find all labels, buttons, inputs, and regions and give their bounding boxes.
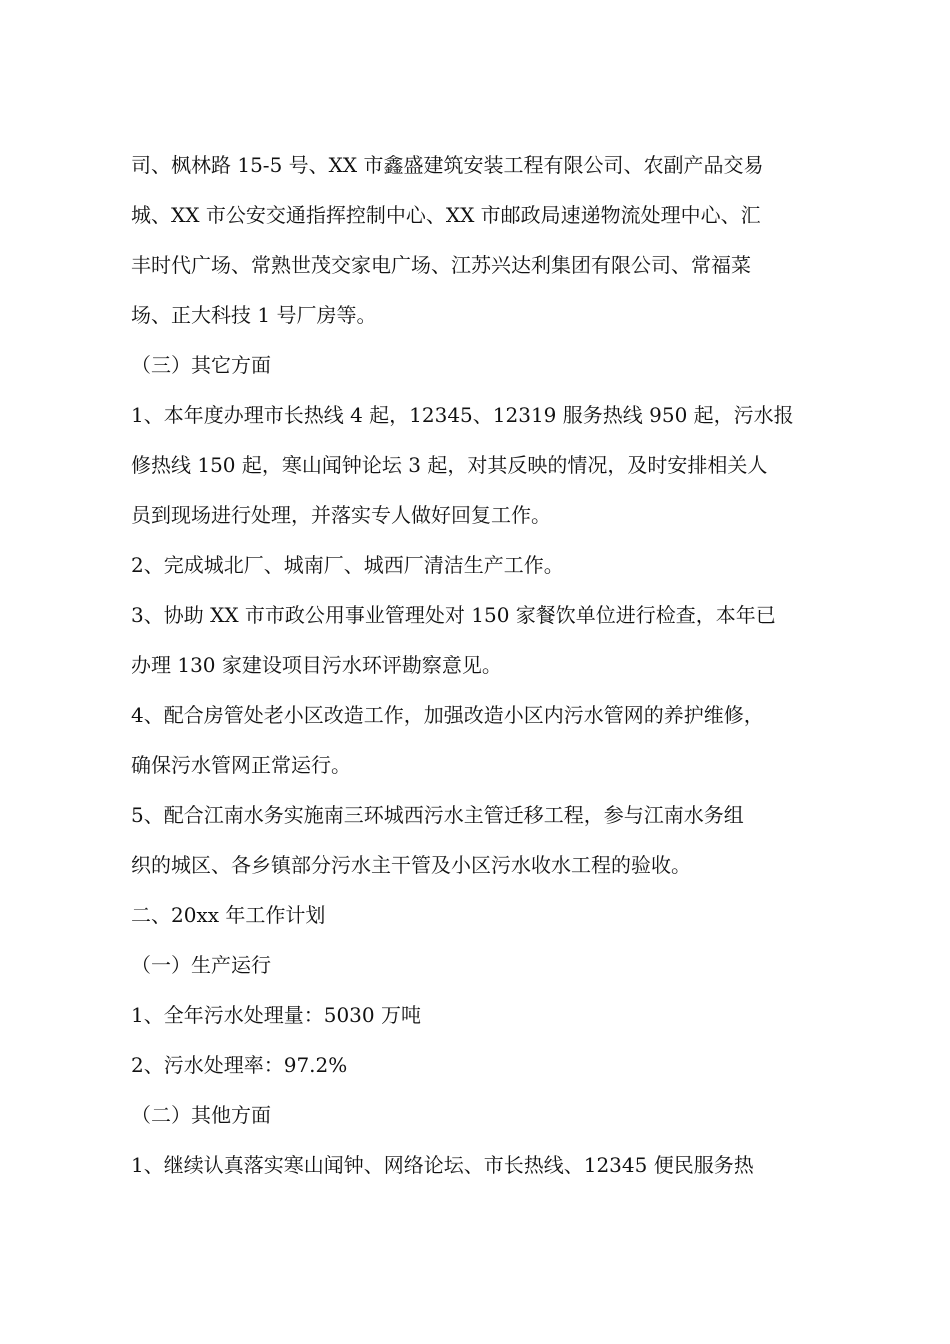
paragraph-item-5-pipe-relocation [131,790,831,890]
paragraph-plan-item-1 [131,1140,831,1190]
text-line: 4、配合房管处老小区改造工作，加强改造小区内污水管网的养护维修， [131,703,764,727]
heading-text: （一）生产运行 [131,953,271,977]
text-line: 城、XX 市公安交通指挥控制中心、XX 市邮政局速递物流处理中心、汇 [131,203,761,227]
text-line: 司、枫林路 15-5 号、XX 市鑫盛建筑安装工程有限公司、农副产品交易 [131,153,764,177]
heading-text: （三）其它方面 [131,353,271,377]
paragraph-plan-volume [131,990,831,1040]
text-line: 1、继续认真落实寒山闻钟、网络论坛、市长热线、12345 便民服务热 [131,1153,754,1177]
paragraph-plan-rate [131,1040,831,1090]
document-body [131,140,831,1190]
text-line: 1、全年污水处理量：5030 万吨 [131,1003,421,1027]
text-line: 5、配合江南水务实施南三环城西污水主管迁移工程，参与江南水务组 [131,803,744,827]
paragraph-item-3-inspection [131,590,831,690]
section-heading-work-plan [131,890,831,940]
heading-text: （二）其他方面 [131,1103,271,1127]
text-line: 办理 130 家建设项目污水环评勘察意见。 [131,653,502,677]
section-heading-other [131,1090,831,1140]
text-line: 场、正大科技 1 号厂房等。 [131,303,377,327]
paragraph-item-4-renovation [131,690,831,790]
text-line: 织的城区、各乡镇部分污水主干管及小区污水收水工程的验收。 [131,853,691,877]
paragraph-company-list [131,140,831,340]
text-line: 修热线 150 起，寒山闻钟论坛 3 起，对其反映的情况，及时安排相关人 [131,453,768,477]
text-line: 员到现场进行处理，并落实专人做好回复工作。 [131,503,551,527]
text-line: 2、完成城北厂、城南厂、城西厂清洁生产工作。 [131,553,564,577]
text-line: 2、污水处理率：97.2% [131,1053,348,1077]
text-line: 确保污水管网正常运行。 [131,753,351,777]
text-line: 1、本年度办理市长热线 4 起，12345、12319 服务热线 950 起，污水报 [131,403,794,427]
text-line: 丰时代广场、常熟世茂交家电广场、江苏兴达利集团有限公司、常福菜 [131,253,751,277]
section-heading-production [131,940,831,990]
heading-text: 二、20xx 年工作计划 [131,903,326,927]
text-line: 3、协助 XX 市市政公用事业管理处对 150 家餐饮单位进行检查，本年已 [131,603,776,627]
paragraph-item-2-clean-production [131,540,831,590]
section-heading-other-aspects [131,340,831,390]
paragraph-item-1-hotline [131,390,831,540]
